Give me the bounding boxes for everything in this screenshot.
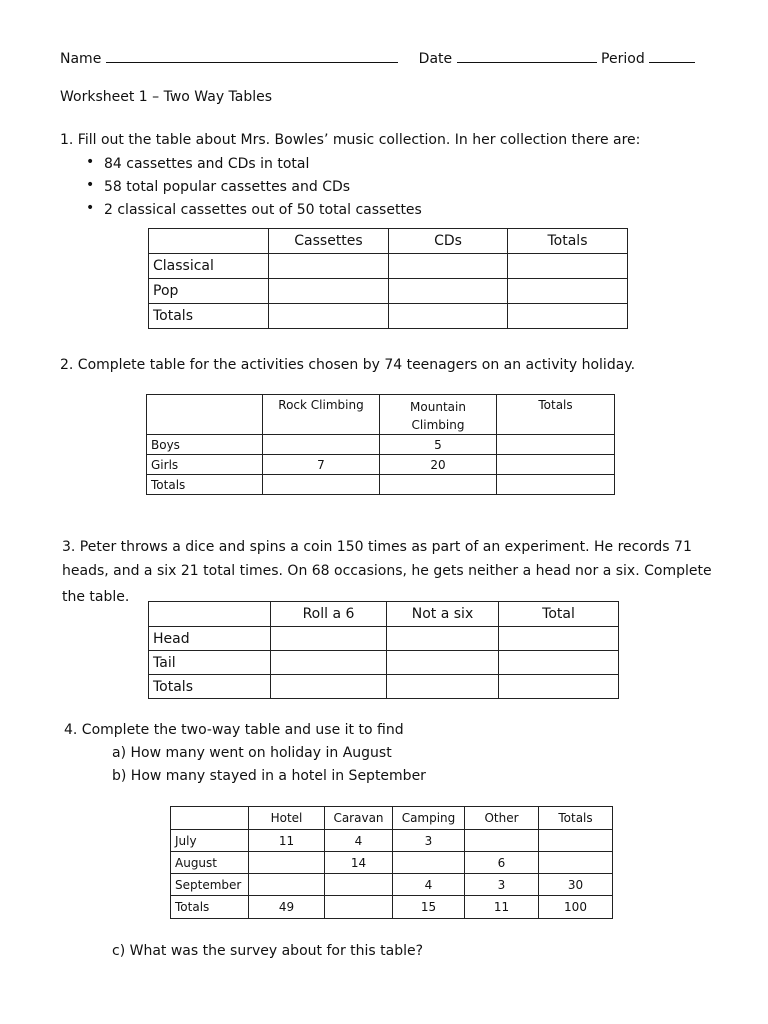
bullet-icon: • — [86, 200, 95, 216]
column-header: Caravan — [325, 807, 393, 830]
date-blank[interactable] — [457, 48, 597, 63]
q4-prompt: 4. Complete the two-way table and use it to find — [64, 722, 404, 738]
table-row — [149, 254, 628, 279]
q3-prompt-line-1: 3. Peter throws a dice and spins a coin 150 times as part of an experiment. He records 71 — [62, 539, 692, 555]
table-cell[interactable] — [380, 475, 497, 495]
table-cell[interactable] — [465, 830, 539, 852]
row-header: Pop — [149, 279, 269, 304]
column-header: Totals — [508, 229, 628, 254]
table-cell[interactable] — [325, 874, 393, 896]
table-cell[interactable] — [389, 279, 508, 304]
table-cell[interactable]: 11 — [249, 830, 325, 852]
column-header: Mountain Climbing — [380, 395, 497, 435]
row-header: Classical — [149, 254, 269, 279]
table-cell[interactable]: 100 — [539, 896, 613, 919]
q4-part-b: b) How many stayed in a hotel in September — [112, 768, 426, 784]
table-cell[interactable] — [508, 304, 628, 329]
table-cell[interactable] — [269, 279, 389, 304]
q4-part-a: a) How many went on holiday in August — [112, 745, 392, 761]
table-cell[interactable]: 20 — [380, 455, 497, 475]
table-row — [149, 675, 619, 699]
table-corner-cell — [149, 229, 269, 254]
row-header: Totals — [149, 675, 271, 699]
table-cell[interactable] — [271, 675, 387, 699]
table-header-row — [147, 395, 615, 435]
table-cell[interactable] — [387, 651, 499, 675]
table-cell[interactable] — [508, 279, 628, 304]
q1-bullet-3: 2 classical cassettes out of 50 total cassettes — [104, 202, 422, 218]
table-corner-cell — [149, 602, 271, 627]
column-header: Cassettes — [269, 229, 389, 254]
table-corner-cell — [171, 807, 249, 830]
table-cell[interactable] — [499, 675, 619, 699]
row-header: Girls — [147, 455, 263, 475]
table-cell[interactable]: 4 — [325, 830, 393, 852]
q1-table — [148, 228, 628, 329]
table-cell[interactable]: 3 — [393, 830, 465, 852]
table-cell[interactable] — [263, 435, 380, 455]
table-cell[interactable] — [325, 896, 393, 919]
column-header: Other — [465, 807, 539, 830]
period-label: Period — [601, 51, 645, 67]
q1-bullet-2: 58 total popular cassettes and CDs — [104, 179, 351, 195]
q3-prompt-line-2: heads, and a six 21 total times. On 68 occasions, he gets neither a head nor a six. Complete — [62, 563, 712, 579]
column-header: Hotel — [249, 807, 325, 830]
table-cell[interactable] — [393, 852, 465, 874]
table-cell[interactable] — [497, 455, 615, 475]
period-blank[interactable] — [649, 48, 695, 63]
column-header: Roll a 6 — [271, 602, 387, 627]
q4-table — [170, 806, 613, 919]
table-cell[interactable] — [271, 651, 387, 675]
q2-table — [146, 394, 615, 495]
row-header: August — [171, 852, 249, 874]
table-cell[interactable]: 6 — [465, 852, 539, 874]
q4-part-c: c) What was the survey about for this table? — [112, 943, 424, 959]
worksheet-title: Worksheet 1 – Two Way Tables — [60, 89, 273, 105]
row-header: September — [171, 874, 249, 896]
table-cell[interactable]: 5 — [380, 435, 497, 455]
column-header: Totals — [497, 395, 615, 435]
name-blank[interactable] — [106, 48, 398, 63]
header-row — [60, 48, 695, 68]
table-cell[interactable] — [269, 254, 389, 279]
table-row — [171, 896, 613, 919]
table-cell[interactable] — [499, 651, 619, 675]
column-header: Camping — [393, 807, 465, 830]
table-cell[interactable] — [499, 627, 619, 651]
table-cell[interactable] — [389, 254, 508, 279]
row-header: Totals — [149, 304, 269, 329]
table-cell[interactable] — [497, 475, 615, 495]
table-row — [147, 455, 615, 475]
table-cell[interactable] — [387, 675, 499, 699]
column-header: Rock Climbing — [263, 395, 380, 435]
column-header: CDs — [389, 229, 508, 254]
q2-prompt: 2. Complete table for the activities chosen by 74 teenagers on an activity holiday. — [60, 357, 636, 373]
table-row — [149, 304, 628, 329]
table-cell[interactable]: 14 — [325, 852, 393, 874]
table-cell[interactable] — [539, 830, 613, 852]
table-cell[interactable] — [271, 627, 387, 651]
table-row — [149, 627, 619, 651]
row-header: Totals — [147, 475, 263, 495]
table-row — [149, 651, 619, 675]
table-cell[interactable]: 11 — [465, 896, 539, 919]
table-corner-cell — [147, 395, 263, 435]
table-header-row — [149, 229, 628, 254]
table-row — [147, 475, 615, 495]
table-cell[interactable] — [269, 304, 389, 329]
table-cell[interactable] — [249, 852, 325, 874]
table-cell[interactable] — [389, 304, 508, 329]
table-cell[interactable]: 3 — [465, 874, 539, 896]
q3-prompt-line-3: the table. — [62, 589, 130, 605]
bullet-icon: • — [86, 177, 95, 193]
column-header: Total — [499, 602, 619, 627]
table-cell[interactable]: 15 — [393, 896, 465, 919]
row-header: July — [171, 830, 249, 852]
table-cell[interactable]: 30 — [539, 874, 613, 896]
q3-table — [148, 601, 619, 699]
table-header-row — [149, 602, 619, 627]
table-row — [171, 874, 613, 896]
column-header: Totals — [539, 807, 613, 830]
table-cell[interactable]: 49 — [249, 896, 325, 919]
q1-bullet-1: 84 cassettes and CDs in total — [104, 156, 310, 172]
table-row — [171, 852, 613, 874]
row-header: Head — [149, 627, 271, 651]
row-header: Tail — [149, 651, 271, 675]
table-cell[interactable] — [263, 475, 380, 495]
table-cell[interactable]: 4 — [393, 874, 465, 896]
table-header-row — [171, 807, 613, 830]
q1-prompt: 1. Fill out the table about Mrs. Bowles’ music collection. In her collection there are: — [60, 132, 641, 148]
date-label: Date — [418, 51, 453, 67]
table-cell[interactable] — [539, 852, 613, 874]
table-cell[interactable] — [387, 627, 499, 651]
table-cell[interactable] — [249, 874, 325, 896]
table-cell[interactable] — [508, 254, 628, 279]
table-cell[interactable]: 7 — [263, 455, 380, 475]
row-header: Totals — [171, 896, 249, 919]
table-row — [149, 279, 628, 304]
table-row — [147, 435, 615, 455]
column-header: Not a six — [387, 602, 499, 627]
bullet-icon: • — [86, 154, 95, 170]
table-cell[interactable] — [497, 435, 615, 455]
table-row — [171, 830, 613, 852]
name-label: Name — [60, 51, 102, 67]
row-header: Boys — [147, 435, 263, 455]
